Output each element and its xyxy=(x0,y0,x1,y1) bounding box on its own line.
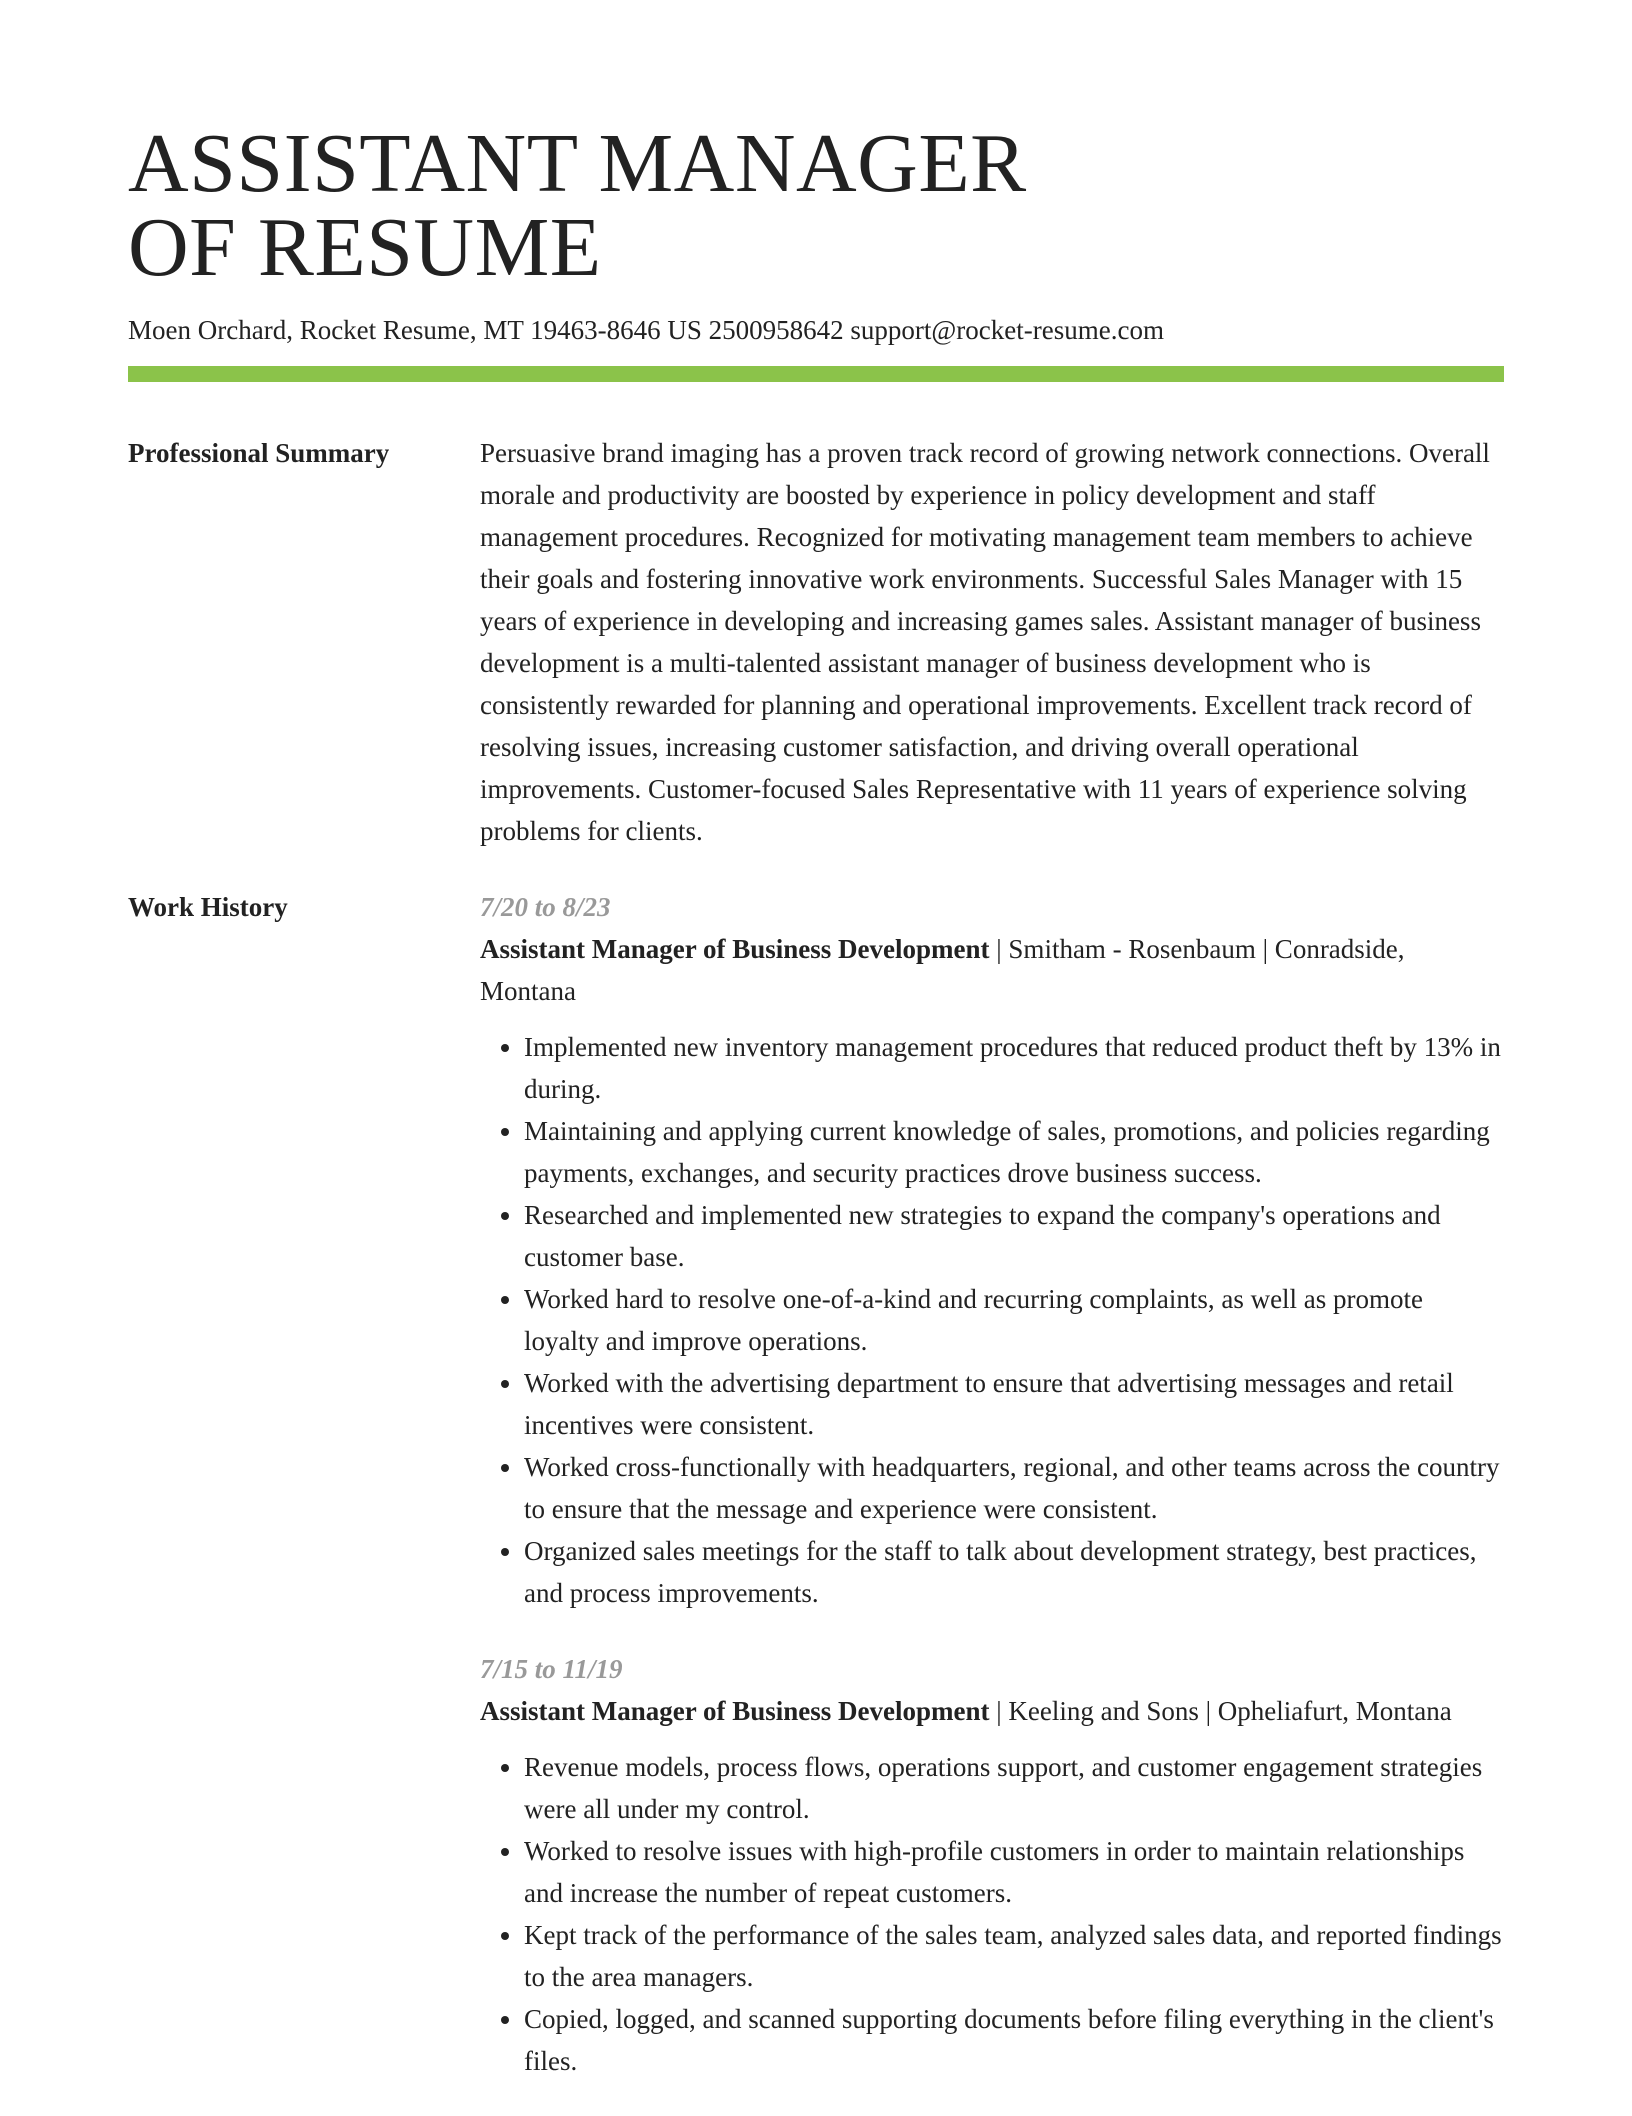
section-label-summary: Professional Summary xyxy=(128,438,390,468)
job-title: Assistant Manager of Business Development xyxy=(480,934,990,964)
resume-title xyxy=(128,0,1504,294)
job-bullet-list xyxy=(480,1746,1504,2082)
resume-page xyxy=(128,0,1504,2116)
job-bullet: • Kept track of the performance of the sales team, analyzed sales data, and reported findings to the area managers. xyxy=(524,1914,1504,1998)
job-bullet: • Revenue models, process flows, operations support, and customer engagement strategies were all under my control. xyxy=(524,1746,1504,1830)
job-bullet: • Worked with the advertising department to ensure that advertising messages and retail incentives were consistent. xyxy=(524,1362,1504,1446)
job-bullet: • Maintaining and applying current knowledge of sales, promotions, and policies regarding payments, exchanges, and security practices drove business success. xyxy=(524,1110,1504,1194)
summary-text: Persuasive brand imaging has a proven track record of growing network connections. Overall morale and productivity are boosted by experience in policy development and staff management procedures. Recognized for motivating management team members to achieve their goals and fostering innovative work environments. Successful Sales Manager with 15 years of experience in developing and increasing games sales. Assistant manager of business development is a multi-talented assistant manager of business development who is consistently rewarded for planning and operational improvements. Excellent track record of resolving issues, increasing customer satisfaction, and driving overall operational improvements. Customer-focused Sales Representative with 11 years of experience solving problems for clients. xyxy=(480,438,1490,846)
job-heading xyxy=(480,1690,1504,1732)
resume-title-line1: ASSISTANT MANAGER xyxy=(128,117,1027,210)
job-dates: 7/20 to 8/23 xyxy=(480,892,611,922)
summary-body xyxy=(480,432,1504,852)
job-bullet: • Copied, logged, and scanned supporting documents before filing everything in the client's files. xyxy=(524,1998,1504,2082)
job-entry xyxy=(480,886,1504,1614)
professional-summary-section xyxy=(128,432,1504,852)
section-label-work-history: Work History xyxy=(128,892,288,922)
work-history-body xyxy=(480,886,1504,2116)
job-bullet: • Organized sales meetings for the staff to talk about development strategy, best practices, and process improvements. xyxy=(524,1530,1504,1614)
job-heading xyxy=(480,928,1504,1012)
contact-line: Moen Orchard, Rocket Resume, MT 19463-8646 US 2500958642 support@rocket-resume.com xyxy=(128,315,1164,345)
accent-divider xyxy=(128,366,1504,382)
job-company-location: | Keeling and Sons | Opheliafurt, Montana xyxy=(989,1696,1452,1726)
job-dates: 7/15 to 11/19 xyxy=(480,1654,623,1684)
resume-title-line2: OF RESUME xyxy=(128,201,602,294)
job-bullet: • Worked hard to resolve one-of-a-kind and recurring complaints, as well as promote loyalty and improve operations. xyxy=(524,1278,1504,1362)
job-entry xyxy=(480,1648,1504,2082)
job-bullet: • Worked to resolve issues with high-profile customers in order to maintain relationships and increase the number of repeat customers. xyxy=(524,1830,1504,1914)
job-title: Assistant Manager of Business Development xyxy=(480,1696,990,1726)
job-bullet: • Implemented new inventory management procedures that reduced product theft by 13% in during. xyxy=(524,1026,1504,1110)
work-history-section xyxy=(128,886,1504,2116)
job-bullet: • Worked cross-functionally with headquarters, regional, and other teams across the country to ensure that the message and experience were consistent. xyxy=(524,1446,1504,1530)
job-bullet-list xyxy=(480,1026,1504,1614)
job-company-location: | Smitham - Rosenbaum | Conradside, Montana xyxy=(480,934,1405,1006)
job-bullet: • Researched and implemented new strategies to expand the company's operations and customer base. xyxy=(524,1194,1504,1278)
